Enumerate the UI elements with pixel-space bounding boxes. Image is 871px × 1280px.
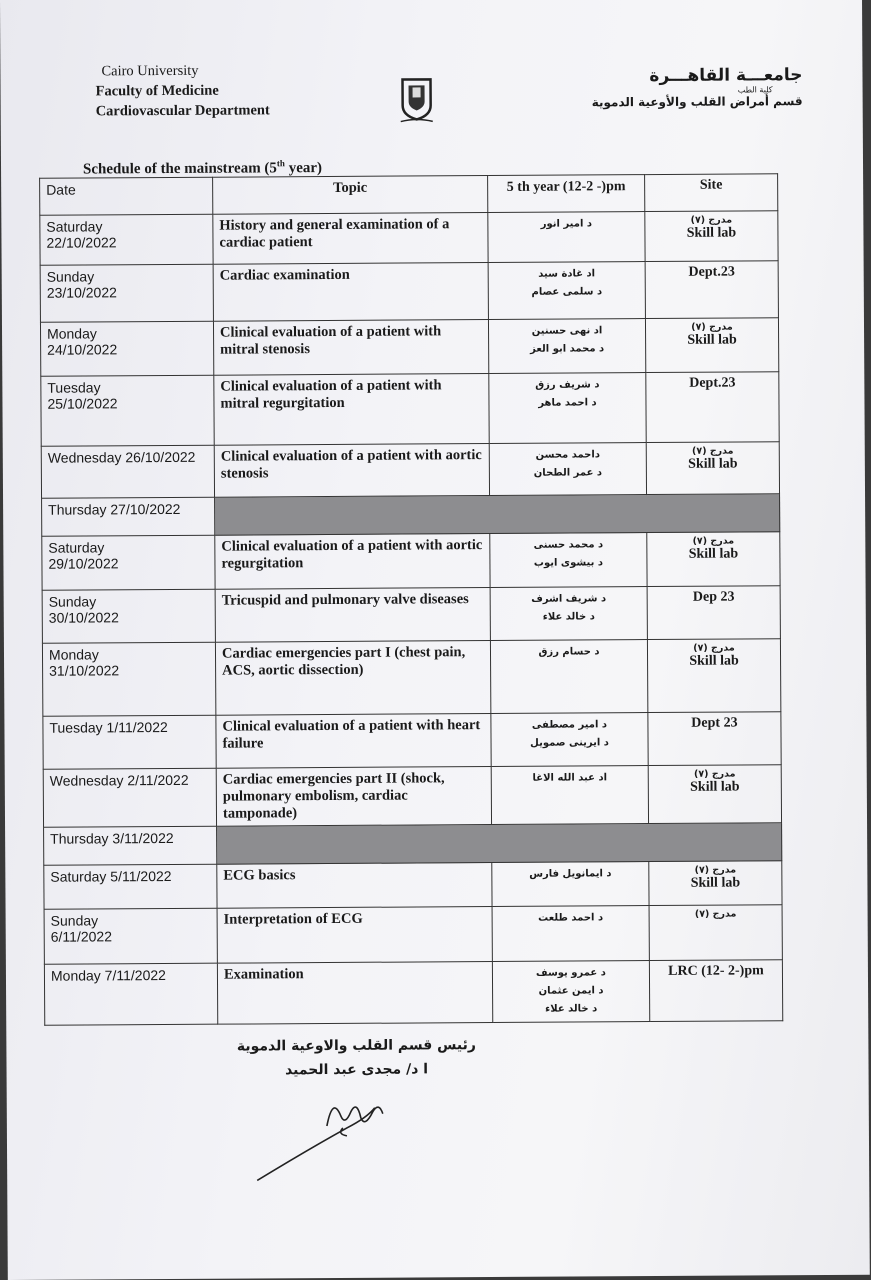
head-of-department-title: رئيس قسم القلب والاوعية الدموية (236, 1037, 476, 1055)
topic-cell: Clinical evaluation of a patient with aortic regurgitation (215, 534, 490, 590)
doctors-cell (492, 862, 649, 907)
handwritten-signature (247, 1087, 418, 1188)
site-cell (649, 905, 782, 961)
doctor-name: د خالد علاء (542, 611, 595, 623)
date-cell (41, 375, 214, 446)
site-arabic: مدرج (٧) (690, 214, 733, 226)
doctor-name: د خالد علاء (545, 1003, 598, 1015)
doctors-cell (489, 373, 646, 444)
day-label: Monday (46, 325, 97, 342)
topic-cell: Cardiac emergencies part I (chest pain, ACS, aortic dissection) (215, 641, 490, 716)
doctor-name: د محمد ابو العز (530, 343, 605, 355)
day-label: Sunday (48, 593, 97, 610)
schedule-title: Schedule of the mainstream (5th year) (82, 158, 323, 178)
site-label: Dept.23 (689, 375, 736, 391)
doctor-name: اد غادة سيد (538, 268, 596, 280)
topic-cell: History and general examination of a cardiac patient (213, 213, 488, 265)
topic-cell: Examination (217, 962, 492, 1025)
header-english (95, 60, 269, 121)
site-cell (646, 372, 779, 443)
topic-cell: Clinical evaluation of a patient with aortic stenosis (214, 444, 489, 498)
column-header-site: Site (645, 174, 778, 212)
date-cell (40, 264, 213, 322)
doctor-name: د عمرو يوسف (535, 967, 606, 979)
day-label: Monday (48, 646, 99, 663)
doctor-name: د احمد ماهر (538, 397, 597, 409)
site-label: Skill lab (688, 546, 739, 562)
site-cell (646, 442, 779, 495)
table-row (42, 532, 780, 591)
site-cell (648, 765, 781, 824)
site-label: Dep 23 (692, 589, 735, 605)
table-row (40, 211, 778, 266)
date-label: 31/10/2022 (49, 662, 120, 679)
topic-cell: Cardiac examination (213, 263, 488, 322)
day-label: Sunday (46, 268, 95, 285)
site-arabic: مدرج (٧) (693, 642, 735, 654)
doctors-cell (488, 212, 645, 263)
date-cell (42, 642, 215, 716)
site-label: Dept 23 (691, 715, 738, 731)
signature-block (206, 1033, 506, 1083)
doctor-name: د ايمن عثمان (538, 985, 604, 997)
doctors-cell (488, 262, 645, 320)
doctor-name: داحمد محسن (535, 449, 600, 461)
site-label: Skill lab (689, 653, 739, 669)
site-cell (649, 960, 782, 1022)
doctors-cell (490, 587, 647, 641)
table-row (44, 960, 782, 1026)
doctor-name: د ايمانويل فارس (529, 868, 612, 880)
faculty-name-ar: كلية الطب (737, 85, 773, 95)
department-name-ar: قسم أمراض القلب والأوعية الدموية (591, 94, 803, 110)
date-cell (42, 535, 215, 590)
date-cell: Thursday 3/11/2022 (44, 826, 217, 865)
site-cell (647, 586, 780, 640)
table-row (43, 765, 781, 828)
date-cell (43, 768, 216, 827)
no-session-cell (217, 823, 782, 864)
site-arabic: مدرج (٧) (691, 445, 734, 457)
site-label: Skill lab (686, 225, 737, 241)
date-label: 29/10/2022 (48, 555, 119, 572)
topic-cell: Clinical evaluation of a patient with mitral regurgitation (214, 374, 489, 446)
site-cell (648, 712, 781, 766)
doctor-name: د حسام رزق (538, 646, 600, 658)
doctors-cell (489, 443, 646, 496)
date-cell (42, 589, 215, 643)
table-row (43, 712, 781, 770)
topic-cell: Interpretation of ECG (217, 907, 492, 964)
site-cell (645, 318, 778, 373)
day-label: Saturday (46, 218, 103, 235)
day-label: Tuesday (47, 379, 101, 396)
topic-cell: Clinical evaluation of a patient with mitral stenosis (213, 320, 488, 376)
topic-cell: Tricuspid and pulmonary valve diseases (215, 588, 490, 643)
day-label: Wednesday 26/10/2022 (47, 448, 196, 466)
column-header-slot: 5 th year (12-2 -)pm (488, 175, 645, 213)
site-cell (647, 639, 780, 713)
doctors-cell (492, 906, 649, 962)
doctor-name: د شريف اشرف (531, 593, 607, 605)
site-label: Skill lab (690, 779, 740, 795)
site-label: LRC (12- 2-)pm (668, 963, 764, 979)
site-label: Skill lab (687, 332, 737, 348)
date-label: 24/10/2022 (47, 341, 118, 358)
university-logo-icon (396, 75, 436, 125)
date-cell (41, 445, 214, 498)
date-cell (44, 864, 217, 909)
university-name-ar: جامعـــة القاهـــرة (649, 65, 803, 87)
doctor-name: اد نهى حسنين (531, 325, 603, 337)
university-name: Cairo University (101, 62, 199, 80)
department-name: Cardiovascular Department (95, 102, 270, 120)
topic-cell: Clinical evaluation of a patient with heart failure (216, 714, 491, 769)
doctor-name: د ايرينى صمويل (530, 737, 609, 749)
table-row (40, 261, 778, 323)
doctor-name: د سلمى عصام (531, 286, 603, 298)
doctor-name: د شريف رزق (535, 379, 600, 391)
date-cell (44, 908, 217, 964)
table-row (44, 823, 782, 866)
site-label: Skill lab (690, 875, 741, 891)
site-cell (649, 861, 782, 906)
table-row (41, 442, 779, 499)
doctor-name: د امير انور (540, 218, 593, 230)
date-label: 30/10/2022 (48, 609, 119, 626)
site-arabic: مدرج (٧) (692, 535, 735, 547)
table-row (44, 861, 782, 910)
topic-cell: Cardiac emergencies part II (shock, pulmonary embolism, cardiac tamponade) (216, 767, 491, 827)
doctor-name: د عمر الطحان (533, 467, 603, 479)
date-cell (40, 214, 213, 265)
date-label: 22/10/2022 (46, 234, 117, 251)
topic-cell: ECG basics (217, 863, 492, 909)
date-label: 23/10/2022 (46, 284, 117, 301)
date-label: 25/10/2022 (47, 395, 118, 412)
doctor-name: د بيشوى ايوب (533, 557, 603, 569)
doctors-cell (491, 713, 648, 767)
schedule-table (39, 173, 783, 1025)
day-label: Wednesday 2/11/2022 (49, 771, 189, 789)
site-arabic: مدرج (٧) (693, 768, 736, 780)
no-session-cell (215, 494, 780, 535)
day-label: Saturday (48, 539, 105, 556)
site-label: Skill lab (688, 456, 738, 472)
site-cell (645, 261, 778, 319)
site-cell (645, 211, 778, 262)
doctors-cell (488, 319, 645, 374)
day-label: Monday 7/11/2022 (50, 967, 166, 984)
table-row (41, 372, 779, 447)
site-arabic: مدرج (٧) (691, 321, 733, 333)
table-header-row (40, 174, 778, 216)
day-label: Tuesday 1/11/2022 (49, 718, 168, 736)
doctors-cell (490, 640, 647, 714)
doctors-cell (490, 533, 647, 588)
date-cell (44, 963, 217, 1025)
date-label: 6/11/2022 (50, 928, 113, 945)
site-cell (647, 532, 780, 587)
table-row (42, 586, 780, 644)
doctor-name: اد عبد الله الاغا (532, 772, 608, 784)
day-label: Saturday 5/11/2022 (50, 867, 172, 885)
date-cell (43, 715, 216, 769)
header-arabic (591, 65, 802, 109)
day-label: Sunday (50, 912, 99, 929)
faculty-name: Faculty of Medicine (95, 82, 219, 100)
table-row (42, 639, 780, 717)
date-cell: Thursday 27/10/2022 (42, 497, 215, 536)
doctor-name: د امير مصطفى (531, 719, 608, 731)
doctors-cell (492, 961, 649, 1023)
table-row (40, 318, 778, 377)
doctor-name: د محمد حسنى (533, 539, 604, 551)
site-arabic: مدرج (٧) (694, 908, 737, 920)
doctor-name: د احمد طلعت (538, 912, 604, 924)
site-label: Dept.23 (688, 264, 735, 280)
column-header-topic: Topic (213, 176, 488, 215)
head-of-department-name: ا د/ مجدى عبد الحميد (285, 1061, 429, 1079)
site-arabic: مدرج (٧) (694, 864, 737, 876)
table-row (44, 905, 782, 965)
doctors-cell (491, 766, 648, 825)
date-cell (40, 321, 213, 376)
table-row (42, 494, 780, 537)
column-header-date: Date (40, 177, 213, 215)
